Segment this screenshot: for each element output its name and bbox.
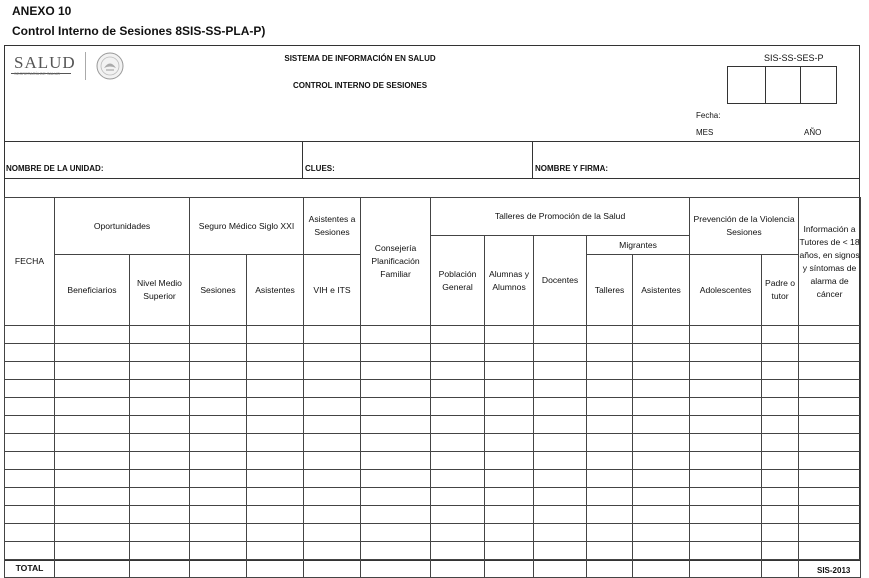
table-cell[interactable]	[361, 326, 431, 344]
table-cell[interactable]	[431, 506, 485, 524]
table-cell[interactable]	[799, 380, 861, 398]
table-cell[interactable]	[5, 524, 55, 542]
total-cell[interactable]	[534, 560, 587, 578]
table-row	[5, 344, 861, 362]
table-cell[interactable]	[247, 542, 304, 560]
table-cell[interactable]	[534, 416, 587, 434]
table-row	[5, 542, 861, 560]
table-cell[interactable]	[431, 488, 485, 506]
table-cell[interactable]	[587, 470, 633, 488]
table-cell[interactable]	[304, 326, 361, 344]
table-cell[interactable]	[130, 398, 190, 416]
footer-code: SIS-2013	[817, 566, 851, 575]
table-cell[interactable]	[5, 416, 55, 434]
info-row-top	[4, 141, 860, 142]
table-cell[interactable]	[431, 416, 485, 434]
table-cell[interactable]	[799, 416, 861, 434]
table-cell[interactable]	[633, 434, 690, 452]
table-cell[interactable]	[55, 506, 130, 524]
table-cell[interactable]	[190, 416, 247, 434]
table-cell[interactable]	[633, 362, 690, 380]
table-cell[interactable]	[247, 506, 304, 524]
table-cell[interactable]	[431, 362, 485, 380]
table-cell[interactable]	[190, 362, 247, 380]
table-row	[5, 326, 861, 344]
table-cell[interactable]	[431, 344, 485, 362]
table-cell[interactable]	[762, 524, 799, 542]
table-cell[interactable]	[762, 488, 799, 506]
code-boxes	[727, 66, 837, 104]
table-cell[interactable]	[633, 488, 690, 506]
table-cell[interactable]	[799, 542, 861, 560]
table-cell[interactable]	[633, 470, 690, 488]
table-cell[interactable]	[799, 488, 861, 506]
table-cell[interactable]	[130, 452, 190, 470]
table-cell[interactable]	[5, 470, 55, 488]
col-beneficiarios: Beneficiarios	[55, 255, 130, 326]
table-cell[interactable]	[485, 416, 534, 434]
table-cell[interactable]	[431, 524, 485, 542]
table-cell[interactable]	[55, 434, 130, 452]
system-title: SISTEMA DE INFORMACIÓN EN SALUD	[284, 54, 436, 63]
table-cell[interactable]	[534, 506, 587, 524]
table-cell[interactable]	[587, 506, 633, 524]
table-row	[5, 506, 861, 524]
info-divider-1	[302, 141, 303, 178]
col-asistentes-a-sesiones: Asistentes a Sesiones	[304, 198, 361, 255]
table-row	[5, 362, 861, 380]
table-cell[interactable]	[690, 380, 762, 398]
table-cell[interactable]	[247, 380, 304, 398]
col-migrantes: Migrantes	[587, 236, 690, 255]
table-cell[interactable]	[485, 452, 534, 470]
table-cell[interactable]	[587, 326, 633, 344]
table-cell[interactable]	[485, 470, 534, 488]
col-docentes: Docentes	[534, 236, 587, 326]
table-cell[interactable]	[799, 470, 861, 488]
col-informacion: Información a Tutores de < 18 años, en signos y síntomas de alarma de cáncer	[799, 198, 861, 326]
table-row	[5, 416, 861, 434]
table-cell[interactable]	[5, 344, 55, 362]
table-cell[interactable]	[190, 326, 247, 344]
table-cell[interactable]	[190, 380, 247, 398]
table-cell[interactable]	[304, 416, 361, 434]
total-cell[interactable]	[190, 560, 247, 578]
table-cell[interactable]	[304, 488, 361, 506]
table-cell[interactable]	[485, 542, 534, 560]
col-alumnas: Alumnas y Alumnos	[485, 236, 534, 326]
table-cell[interactable]	[247, 416, 304, 434]
table-cell[interactable]	[799, 452, 861, 470]
table-cell[interactable]	[762, 470, 799, 488]
table-cell[interactable]	[431, 542, 485, 560]
table-cell[interactable]	[762, 362, 799, 380]
col-asistentes: Asistentes	[247, 255, 304, 326]
annex-label: ANEXO 10	[12, 4, 72, 18]
table-cell[interactable]	[762, 506, 799, 524]
sessions-table	[4, 197, 861, 578]
table-cell[interactable]	[55, 524, 130, 542]
table-cell[interactable]	[190, 344, 247, 362]
table-cell[interactable]	[130, 434, 190, 452]
form-title: CONTROL INTERNO DE SESIONES	[292, 81, 428, 90]
table-cell[interactable]	[361, 398, 431, 416]
table-cell[interactable]	[304, 542, 361, 560]
table-cell[interactable]	[633, 542, 690, 560]
logo-divider	[85, 52, 86, 80]
table-cell[interactable]	[130, 380, 190, 398]
table-cell[interactable]	[361, 344, 431, 362]
table-cell[interactable]	[431, 380, 485, 398]
table-cell[interactable]	[361, 362, 431, 380]
table-cell[interactable]	[130, 416, 190, 434]
table-cell[interactable]	[633, 380, 690, 398]
unidad-label: NOMBRE DE LA UNIDAD:	[6, 164, 104, 173]
total-label: TOTAL	[5, 560, 55, 578]
table-cell[interactable]	[587, 362, 633, 380]
table-cell[interactable]	[361, 470, 431, 488]
table-cell[interactable]	[799, 506, 861, 524]
table-cell[interactable]	[130, 326, 190, 344]
table-cell[interactable]	[55, 398, 130, 416]
col-adolescentes: Adolescentes	[690, 255, 762, 326]
table-cell[interactable]	[762, 398, 799, 416]
table-row	[5, 380, 861, 398]
code-box-divider-2	[800, 66, 801, 104]
table-cell[interactable]	[5, 488, 55, 506]
table-cell[interactable]	[361, 524, 431, 542]
table-cell[interactable]	[361, 434, 431, 452]
clues-label: CLUES:	[305, 164, 335, 173]
table-cell[interactable]	[190, 398, 247, 416]
table-cell[interactable]	[247, 452, 304, 470]
table-cell[interactable]	[55, 380, 130, 398]
table-cell[interactable]	[431, 470, 485, 488]
col-talleres: Talleres	[587, 255, 633, 326]
table-cell[interactable]	[799, 434, 861, 452]
col-oportunidades: Oportunidades	[55, 198, 190, 255]
table-cell[interactable]	[690, 524, 762, 542]
col-padre: Padre o tutor	[762, 255, 799, 326]
firma-label: NOMBRE Y FIRMA:	[535, 164, 609, 173]
total-cell[interactable]	[690, 560, 762, 578]
table-row	[5, 398, 861, 416]
table-cell[interactable]	[534, 362, 587, 380]
table-cell[interactable]	[361, 380, 431, 398]
table-cell[interactable]	[587, 380, 633, 398]
table-row	[5, 452, 861, 470]
col-poblacion: Población General	[431, 236, 485, 326]
table-cell[interactable]	[304, 470, 361, 488]
table-cell[interactable]	[247, 470, 304, 488]
table-cell[interactable]	[587, 344, 633, 362]
table-cell[interactable]	[587, 398, 633, 416]
table-cell[interactable]	[431, 452, 485, 470]
info-divider-2	[532, 141, 533, 178]
table-cell[interactable]	[55, 416, 130, 434]
salud-logo: SALUD	[14, 53, 76, 72]
col-sesiones: Sesiones	[190, 255, 247, 326]
table-cell[interactable]	[690, 326, 762, 344]
table-cell[interactable]	[5, 506, 55, 524]
table-cell[interactable]	[762, 326, 799, 344]
table-cell[interactable]	[247, 434, 304, 452]
table-cell[interactable]	[762, 344, 799, 362]
table-cell[interactable]	[247, 344, 304, 362]
table-cell[interactable]	[247, 398, 304, 416]
table-cell[interactable]	[690, 470, 762, 488]
col-vih: VIH e ITS	[304, 255, 361, 326]
table-cell[interactable]	[534, 524, 587, 542]
table-cell[interactable]	[5, 542, 55, 560]
table-cell[interactable]	[361, 506, 431, 524]
table-cell[interactable]	[690, 542, 762, 560]
table-cell[interactable]	[799, 326, 861, 344]
table-cell[interactable]	[304, 506, 361, 524]
table-cell[interactable]	[247, 362, 304, 380]
table-cell[interactable]	[304, 524, 361, 542]
col-talleres-promocion: Talleres de Promoción de la Salud	[431, 198, 690, 236]
col-fecha: FECHA	[5, 198, 55, 326]
table-cell[interactable]	[247, 326, 304, 344]
total-cell[interactable]	[431, 560, 485, 578]
table-cell[interactable]	[633, 344, 690, 362]
table-cell[interactable]	[55, 344, 130, 362]
fecha-label: Fecha:	[696, 111, 721, 120]
table-cell[interactable]	[690, 452, 762, 470]
table-cell[interactable]	[799, 398, 861, 416]
table-cell[interactable]	[485, 524, 534, 542]
table-cell[interactable]	[799, 524, 861, 542]
table-cell[interactable]	[485, 326, 534, 344]
table-cell[interactable]	[690, 344, 762, 362]
table-row	[5, 524, 861, 542]
table-cell[interactable]	[55, 326, 130, 344]
table-cell[interactable]	[190, 542, 247, 560]
table-cell[interactable]	[587, 416, 633, 434]
salud-logo-subtext: SECRETARÍA DE SALUD	[14, 71, 61, 76]
table-cell[interactable]	[55, 470, 130, 488]
table-cell[interactable]	[130, 344, 190, 362]
table-cell[interactable]	[304, 362, 361, 380]
table-cell[interactable]	[304, 380, 361, 398]
table-cell[interactable]	[190, 452, 247, 470]
table-cell[interactable]	[762, 434, 799, 452]
table-cell[interactable]	[304, 344, 361, 362]
total-cell[interactable]	[361, 560, 431, 578]
table-cell[interactable]	[361, 452, 431, 470]
code-box-divider-1	[765, 66, 766, 104]
col-nivel-medio: Nivel Medio Superior	[130, 255, 190, 326]
table-cell[interactable]	[534, 470, 587, 488]
table-cell[interactable]	[485, 362, 534, 380]
table-cell[interactable]	[534, 326, 587, 344]
table-cell[interactable]	[304, 398, 361, 416]
table-cell[interactable]	[690, 506, 762, 524]
total-cell[interactable]	[633, 560, 690, 578]
table-cell[interactable]	[799, 362, 861, 380]
total-cell[interactable]	[247, 560, 304, 578]
table-cell[interactable]	[130, 362, 190, 380]
info-row-bottom	[4, 178, 860, 179]
col-consejeria: Consejería Planificación Familiar	[361, 198, 431, 326]
form-code: SIS-SS-SES-P	[764, 53, 824, 63]
table-cell[interactable]	[587, 488, 633, 506]
table-cell[interactable]	[485, 506, 534, 524]
anio-label: AÑO	[804, 128, 822, 137]
table-cell[interactable]	[534, 434, 587, 452]
table-cell[interactable]	[762, 452, 799, 470]
table-cell[interactable]	[534, 542, 587, 560]
col-prevencion: Prevención de la Violencia Sesiones	[690, 198, 799, 255]
table-cell[interactable]	[633, 416, 690, 434]
table-row	[5, 470, 861, 488]
table-cell[interactable]	[485, 434, 534, 452]
mes-label: MES	[696, 128, 714, 137]
code-box-mid	[727, 88, 837, 89]
table-cell[interactable]	[190, 470, 247, 488]
table-cell[interactable]	[534, 380, 587, 398]
table-cell[interactable]	[690, 488, 762, 506]
table-cell[interactable]	[304, 452, 361, 470]
table-cell[interactable]	[304, 434, 361, 452]
total-cell[interactable]	[130, 560, 190, 578]
table-cell[interactable]	[485, 380, 534, 398]
total-cell[interactable]	[304, 560, 361, 578]
table-cell[interactable]	[762, 380, 799, 398]
table-row	[5, 434, 861, 452]
table-cell[interactable]	[633, 452, 690, 470]
table-cell[interactable]	[5, 326, 55, 344]
table-cell[interactable]	[534, 344, 587, 362]
table-cell[interactable]	[361, 416, 431, 434]
total-cell[interactable]	[485, 560, 534, 578]
table-cell[interactable]	[130, 542, 190, 560]
table-cell[interactable]	[534, 452, 587, 470]
table-cell[interactable]	[587, 452, 633, 470]
table-cell[interactable]	[247, 488, 304, 506]
form-subtitle: Control Interno de Sesiones 8SIS-SS-PLA-P)	[12, 24, 266, 38]
col-seguro: Seguro Médico Siglo XXI	[190, 198, 304, 255]
table-cell[interactable]	[130, 488, 190, 506]
table-cell[interactable]	[190, 524, 247, 542]
table-cell[interactable]	[431, 326, 485, 344]
table-cell[interactable]	[361, 488, 431, 506]
table-cell[interactable]	[534, 488, 587, 506]
table-cell[interactable]	[485, 488, 534, 506]
table-cell[interactable]	[762, 542, 799, 560]
table-cell[interactable]	[690, 362, 762, 380]
table-cell[interactable]	[130, 470, 190, 488]
coat-of-arms-icon	[95, 51, 125, 81]
table-cell[interactable]	[534, 398, 587, 416]
table-cell[interactable]	[633, 398, 690, 416]
table-cell[interactable]	[5, 362, 55, 380]
table-cell[interactable]	[690, 434, 762, 452]
table-cell[interactable]	[55, 488, 130, 506]
table-cell[interactable]	[190, 506, 247, 524]
table-cell[interactable]	[130, 524, 190, 542]
table-row	[5, 488, 861, 506]
total-cell[interactable]	[762, 560, 799, 578]
table-cell[interactable]	[587, 434, 633, 452]
table-cell[interactable]	[690, 398, 762, 416]
table-cell[interactable]	[190, 488, 247, 506]
table-cell[interactable]	[190, 434, 247, 452]
table-cell[interactable]	[587, 524, 633, 542]
table-cell[interactable]	[55, 452, 130, 470]
table-cell[interactable]	[485, 398, 534, 416]
table-cell[interactable]	[55, 542, 130, 560]
table-cell[interactable]	[130, 506, 190, 524]
table-cell[interactable]	[799, 344, 861, 362]
total-cell[interactable]	[55, 560, 130, 578]
table-cell[interactable]	[431, 434, 485, 452]
table-cell[interactable]	[762, 416, 799, 434]
table-cell[interactable]	[361, 542, 431, 560]
total-cell[interactable]	[587, 560, 633, 578]
table-cell[interactable]	[55, 362, 130, 380]
table-cell[interactable]	[633, 506, 690, 524]
table-cell[interactable]	[431, 398, 485, 416]
table-cell[interactable]	[587, 542, 633, 560]
table-cell[interactable]	[633, 326, 690, 344]
table-cell[interactable]	[5, 380, 55, 398]
table-cell[interactable]	[485, 344, 534, 362]
table-cell[interactable]	[5, 452, 55, 470]
table-cell[interactable]	[5, 398, 55, 416]
col-asistentes-migrantes: Asistentes	[633, 255, 690, 326]
table-cell[interactable]	[633, 524, 690, 542]
table-cell[interactable]	[690, 416, 762, 434]
table-cell[interactable]	[5, 434, 55, 452]
table-cell[interactable]	[247, 524, 304, 542]
